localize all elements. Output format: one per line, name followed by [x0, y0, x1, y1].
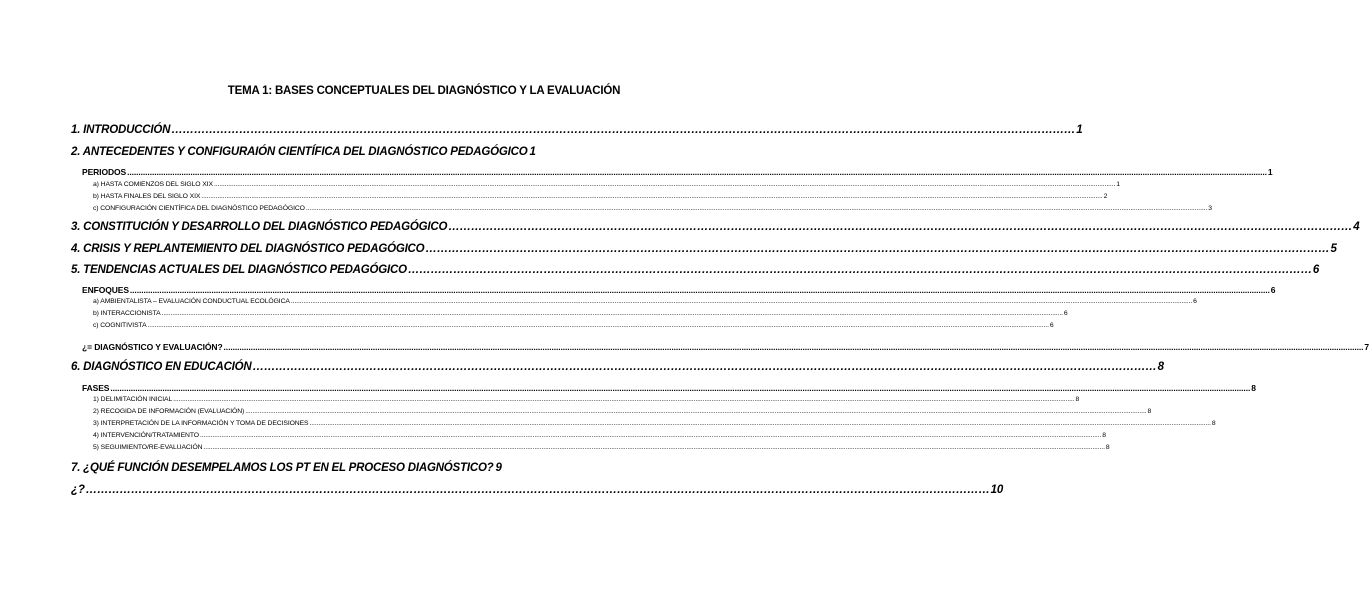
- toc-leader-dots: [214, 181, 1115, 188]
- toc-entry-label: 4. CRISIS Y REPLANTEMIENTO DEL DIAGNÓSTICO PEDAGÓGICO: [71, 243, 425, 255]
- toc-entry-label: ¿?: [71, 484, 85, 496]
- toc-page-number: 1: [1076, 124, 1083, 136]
- toc-entry-constitucion[interactable]: [71, 221, 1360, 233]
- toc-entry-tendencias[interactable]: [71, 264, 1320, 276]
- toc-page-number: 6: [1063, 310, 1068, 317]
- toc-entry-periodo-b[interactable]: [93, 193, 1108, 200]
- toc-page-number: 6: [1193, 298, 1197, 305]
- toc-leader-dots: [162, 310, 1063, 317]
- toc-entry-label: 2) RECOGIDA DE INFORMACIÓN (EVALUACIÓN): [93, 408, 245, 415]
- toc-entry-antecedentes[interactable]: [71, 146, 536, 158]
- toc-entry-label: ¿= DIAGNÓSTICO Y EVALUACIÓN?: [82, 342, 223, 352]
- toc-entry-periodo-c[interactable]: [93, 205, 1212, 212]
- toc-entry-label: 7. ¿QUÉ FUNCIÓN DESEMPELAMOS LOS PT EN EL PROCESO DIAGNÓSTICO?: [71, 462, 494, 474]
- toc-leader-dots: [306, 205, 1207, 212]
- toc-entry-diagnostico-evaluacion[interactable]: [82, 342, 1369, 352]
- toc-entry-label: 1) DELIMITACIÓN INICIAL: [93, 396, 173, 403]
- toc-leader-dots: [200, 432, 1101, 439]
- toc-leader-dots: [245, 408, 1146, 415]
- toc-entry-fase-2[interactable]: [93, 408, 1152, 415]
- toc-leader-dots: [408, 264, 1312, 276]
- toc-page-number: 2: [1103, 193, 1108, 200]
- toc-entry-enfoque-a[interactable]: [93, 298, 1197, 305]
- toc-entry-label: 5) SEGUIMIENTO/RE-EVALUACIÓN: [93, 444, 203, 451]
- document-title: TEMA 1: BASES CONCEPTUALES DEL DIAGNÓSTICO Y LA EVALUACIÓN: [227, 85, 621, 97]
- toc-leader-dots: [171, 124, 1075, 136]
- toc-entry-fases[interactable]: [82, 383, 1256, 393]
- toc-leader-dots: [110, 383, 1250, 393]
- toc-page-number: 6: [1270, 285, 1276, 295]
- toc-page-number: 8: [1251, 383, 1256, 393]
- toc-page-number: 1: [529, 146, 536, 158]
- toc-page-number: 4: [1353, 221, 1360, 233]
- toc-leader-dots: [448, 221, 1352, 233]
- toc-leader-dots: [309, 420, 1210, 427]
- toc-entry-fase-4[interactable]: [93, 432, 1106, 439]
- toc-entry-label: 1. INTRODUCCIÓN: [71, 124, 171, 136]
- toc-page-number: 3: [1208, 205, 1212, 212]
- toc-page-number: 9: [495, 462, 502, 474]
- toc-leader-dots: [173, 396, 1074, 403]
- toc-leader-dots: [148, 322, 1049, 329]
- toc-entry-fase-5[interactable]: [93, 444, 1110, 451]
- toc-leader-dots: [204, 444, 1105, 451]
- toc-entry-label: 2. ANTECEDENTES Y CONFIGURAIÓN CIENTÍFICA DEL DIAGNÓSTICO PEDAGÓGICO: [71, 146, 528, 158]
- toc-entry-diagnostico-educacion[interactable]: [71, 361, 1164, 373]
- toc-entry-label: b) HASTA FINALES DEL SIGLO XIX: [93, 193, 201, 200]
- toc-entry-label: 3) INTERPRETACIÓN DE LA INFORMACIÓN Y TOMA DE DECISIONES: [93, 420, 309, 427]
- toc-entry-label: c) CONFIGURACIÓN CIENTÍFICA DEL DIAGNÓSTICO PEDAGÓGICO: [93, 205, 305, 212]
- toc-entry-periodo-a[interactable]: [93, 181, 1120, 188]
- toc-page-number: 8: [1102, 432, 1106, 439]
- toc-entry-label: ENFOQUES: [82, 285, 129, 295]
- toc-entry-funcion-pt[interactable]: [71, 462, 500, 474]
- toc-entry-label: 5. TENDENCIAS ACTUALES DEL DIAGNÓSTICO PEDAGÓGICO: [71, 264, 407, 276]
- toc-entry-enfoque-c[interactable]: [93, 322, 1054, 329]
- toc-leader-dots: [224, 342, 1364, 352]
- toc-page-number: 5: [1330, 243, 1337, 255]
- toc-leader-dots: [130, 285, 1270, 295]
- toc-entry-enfoque-b[interactable]: [93, 310, 1068, 317]
- toc-leader-dots: [253, 361, 1157, 373]
- toc-page-number: 8: [1211, 420, 1216, 427]
- toc-entry-interrogante[interactable]: [71, 484, 1004, 496]
- toc-entry-introduccion[interactable]: [71, 124, 1083, 136]
- toc-page-number: 8: [1157, 361, 1164, 373]
- toc-page-number: 7: [1364, 342, 1369, 352]
- toc-entry-fase-1[interactable]: [93, 396, 1080, 403]
- toc-leader-dots: [86, 484, 990, 496]
- toc-entry-crisis[interactable]: [71, 243, 1337, 255]
- toc-entry-label: a) HASTA COMIENZOS DEL SIGLO XIX: [93, 181, 213, 188]
- toc-leader-dots: [201, 193, 1102, 200]
- toc-leader-dots: [291, 298, 1192, 305]
- toc-page-number: 1: [1267, 167, 1273, 177]
- toc-page-number: 8: [1147, 408, 1152, 415]
- toc-page-number: 1: [1116, 181, 1120, 188]
- toc-entry-label: 4) INTERVENCIÓN/TRATAMIENTO: [93, 432, 199, 439]
- toc-entry-label: b) INTERACCIONISTA: [93, 310, 161, 317]
- toc-entry-enfoques[interactable]: [82, 285, 1276, 295]
- toc-entry-label: FASES: [82, 383, 110, 393]
- toc-leader-dots: [425, 243, 1329, 255]
- toc-page-number: 6: [1049, 322, 1054, 329]
- toc-entry-label: 6. DIAGNÓSTICO EN EDUCACIÓN: [71, 361, 252, 373]
- toc-page-number: 6: [1312, 264, 1320, 276]
- toc-entry-label: 3. CONSTITUCIÓN Y DESARROLLO DEL DIAGNÓSTICO PEDAGÓGICO: [71, 221, 448, 233]
- toc-entry-label: c) COGNITIVISTA: [93, 322, 147, 329]
- toc-page-number: 8: [1075, 396, 1080, 403]
- toc-entry-periodos[interactable]: [82, 167, 1273, 177]
- toc-leader-dots: [127, 167, 1267, 177]
- toc-entry-fase-3[interactable]: [93, 420, 1216, 427]
- toc-page-number: 10: [990, 484, 1004, 496]
- toc-entry-label: a) AMBIENTALISTA – EVALUACIÓN CONDUCTUAL ECOLÓGICA: [93, 298, 290, 305]
- toc-page-number: 8: [1105, 444, 1110, 451]
- toc-entry-label: PERIODOS: [82, 167, 127, 177]
